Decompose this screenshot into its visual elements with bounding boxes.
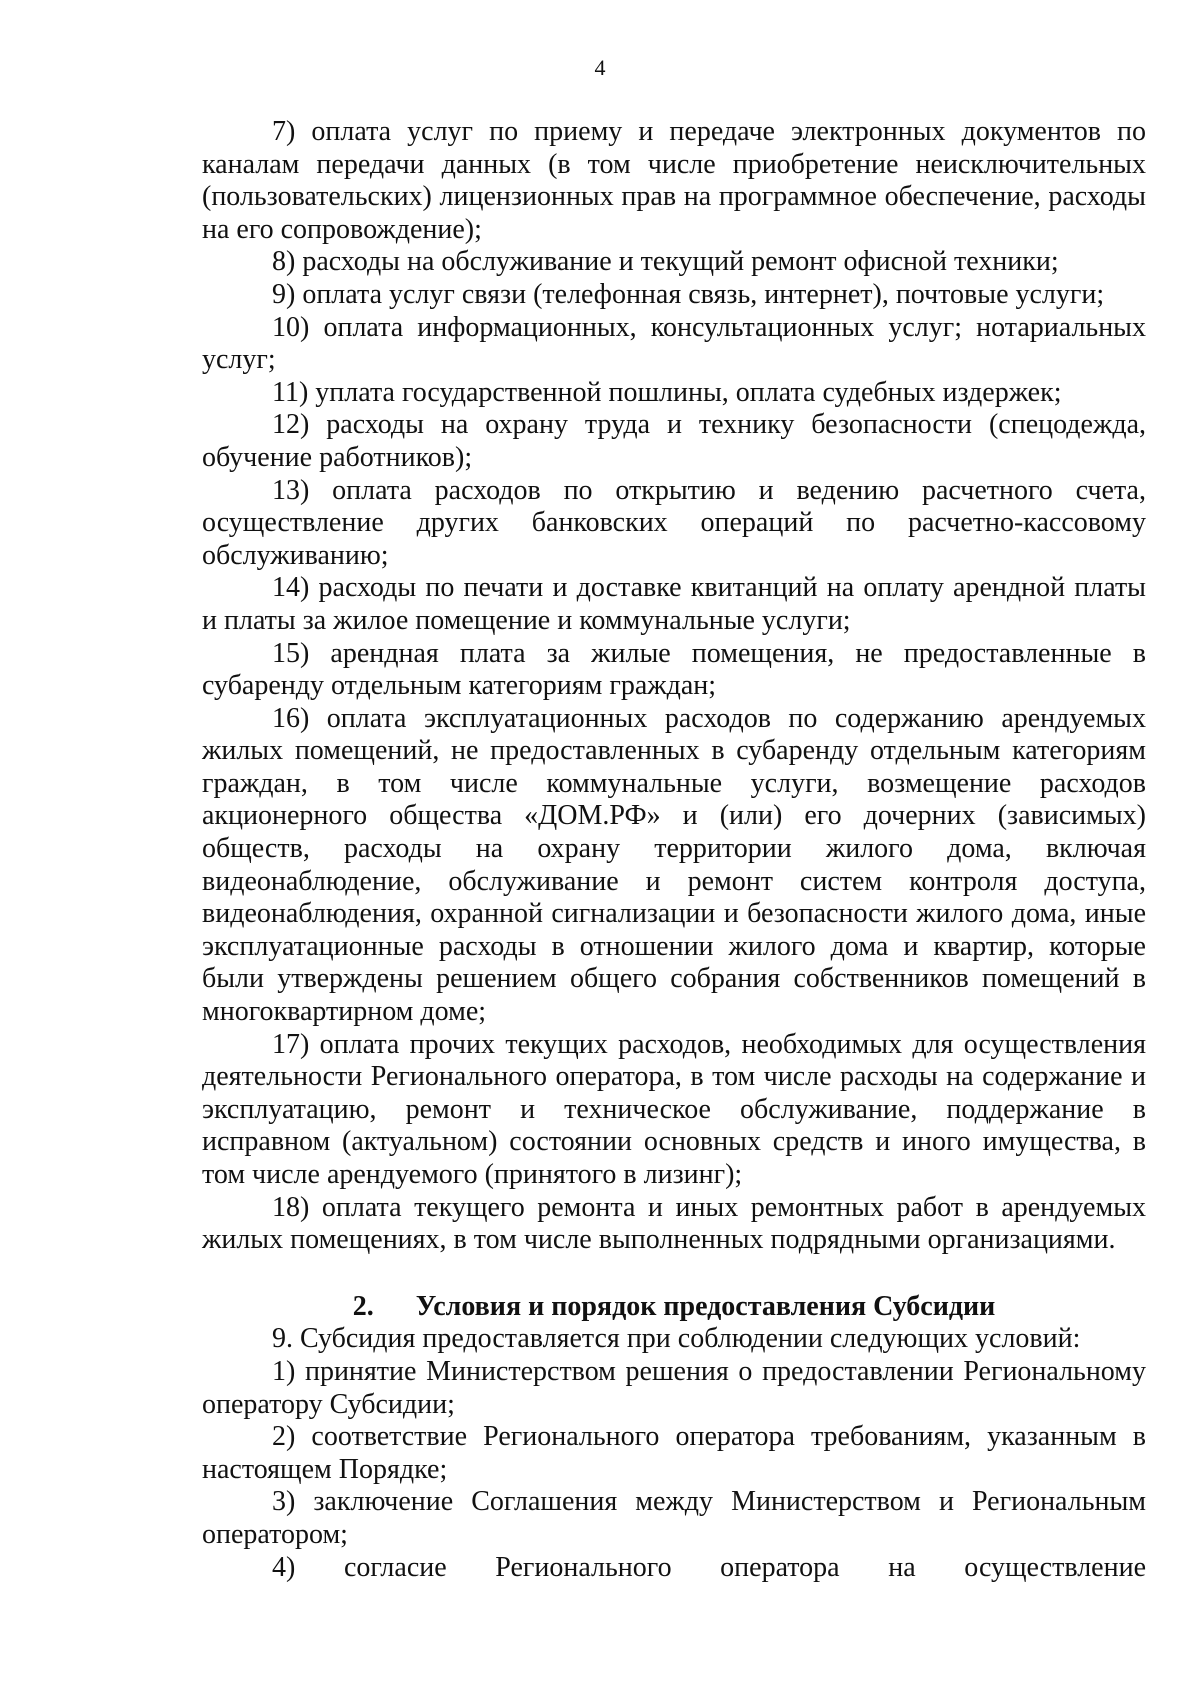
list-item-15: 15) арендная плата за жилые помещения, не предоставленные в субаренду отдельным категориям граждан;	[202, 637, 1146, 702]
condition-2: 2) соответствие Регионального оператора требованиям, указанным в настоящем Порядке;	[202, 1421, 1146, 1485]
list-item-8: 8) расходы на обслуживание и текущий ремонт офисной техники;	[272, 246, 1059, 278]
document-body	[202, 116, 1146, 1584]
list-item-9: 9) оплата услуг связи (телефонная связь, интернет), почтовые услуги;	[272, 278, 1105, 310]
list-item-18: 18) оплата текущего ремонта и иных ремонтных работ в арендуемых жилых помещениях, в том числе выполненных подрядными организациями.	[202, 1191, 1146, 1256]
list-item-13: 13) оплата расходов по открытию и ведению расчетного счета, осуществление других банковских операций по расчетно-кассовому обслуживанию;	[202, 474, 1146, 571]
list-item-12: 12) расходы на охрану труда и технику безопасности (спецодежда, обучение работников);	[202, 409, 1146, 473]
list-item-17: 17) оплата прочих текущих расходов, необходимых для осуществления деятельности Регионального оператора, в том числе расходы на содержание и эксплуатацию, ремонт и техническое обслуживание, поддержание в исправном (актуальном) состоянии основных средств и иного имущества, в том числе арендуемого (принятого в лизинг);	[202, 1028, 1146, 1190]
list-item-16: 16) оплата эксплуатационных расходов по содержанию арендуемых жилых помещений, не предоставленных в субаренду отдельным категориям граждан, в том числе коммунальные услуги, возмещение расходов акционерного общества «ДОМ.РФ» и (или) его дочерних (зависимых) обществ, расходы на охрану территории жилого дома, включая видеонаблюдение, обслуживание и ремонт систем контроля доступа, видеонаблюдения, охранной сигнализации и безопасности жилого дома, иные эксплуатационные расходы в отношении жилого дома и квартир, которые были утверждены решением общего собрания собственников помещений в многоквартирном доме;	[202, 702, 1146, 1028]
section-heading	[202, 1291, 1146, 1324]
list-item-14: 14) расходы по печати и доставке квитанций на оплату арендной платы и платы за жилое помещение и коммунальные услуги;	[202, 572, 1146, 636]
list-item-11: 11) уплата государственной пошлины, оплата судебных издержек;	[272, 376, 1062, 408]
section-number: 2.	[352, 1290, 374, 1322]
condition-3: 3) заключение Соглашения между Министерством и Региональным оператором;	[202, 1486, 1146, 1550]
clause-9: 9. Субсидия предоставляется при соблюдении следующих условий:	[272, 1323, 1081, 1355]
condition-4: 4) согласие Регионального оператора на осуществление	[272, 1551, 1146, 1583]
list-item-10: 10) оплата информационных, консультационных услуг; нотариальных услуг;	[202, 311, 1146, 376]
condition-1: 1) принятие Министерством решения о предоставлении Региональному оператору Субсидии;	[202, 1355, 1146, 1420]
page-number: 4	[594, 55, 606, 80]
list-item-7: 7) оплата услуг по приему и передаче электронных документов по каналам передачи данных (в том числе приобретение неисключительных (пользовательских) лицензионных прав на программное обеспечение, расходы на его сопровождение);	[202, 116, 1146, 245]
section-title: Условия и порядок предоставления Субсидии	[415, 1290, 996, 1322]
